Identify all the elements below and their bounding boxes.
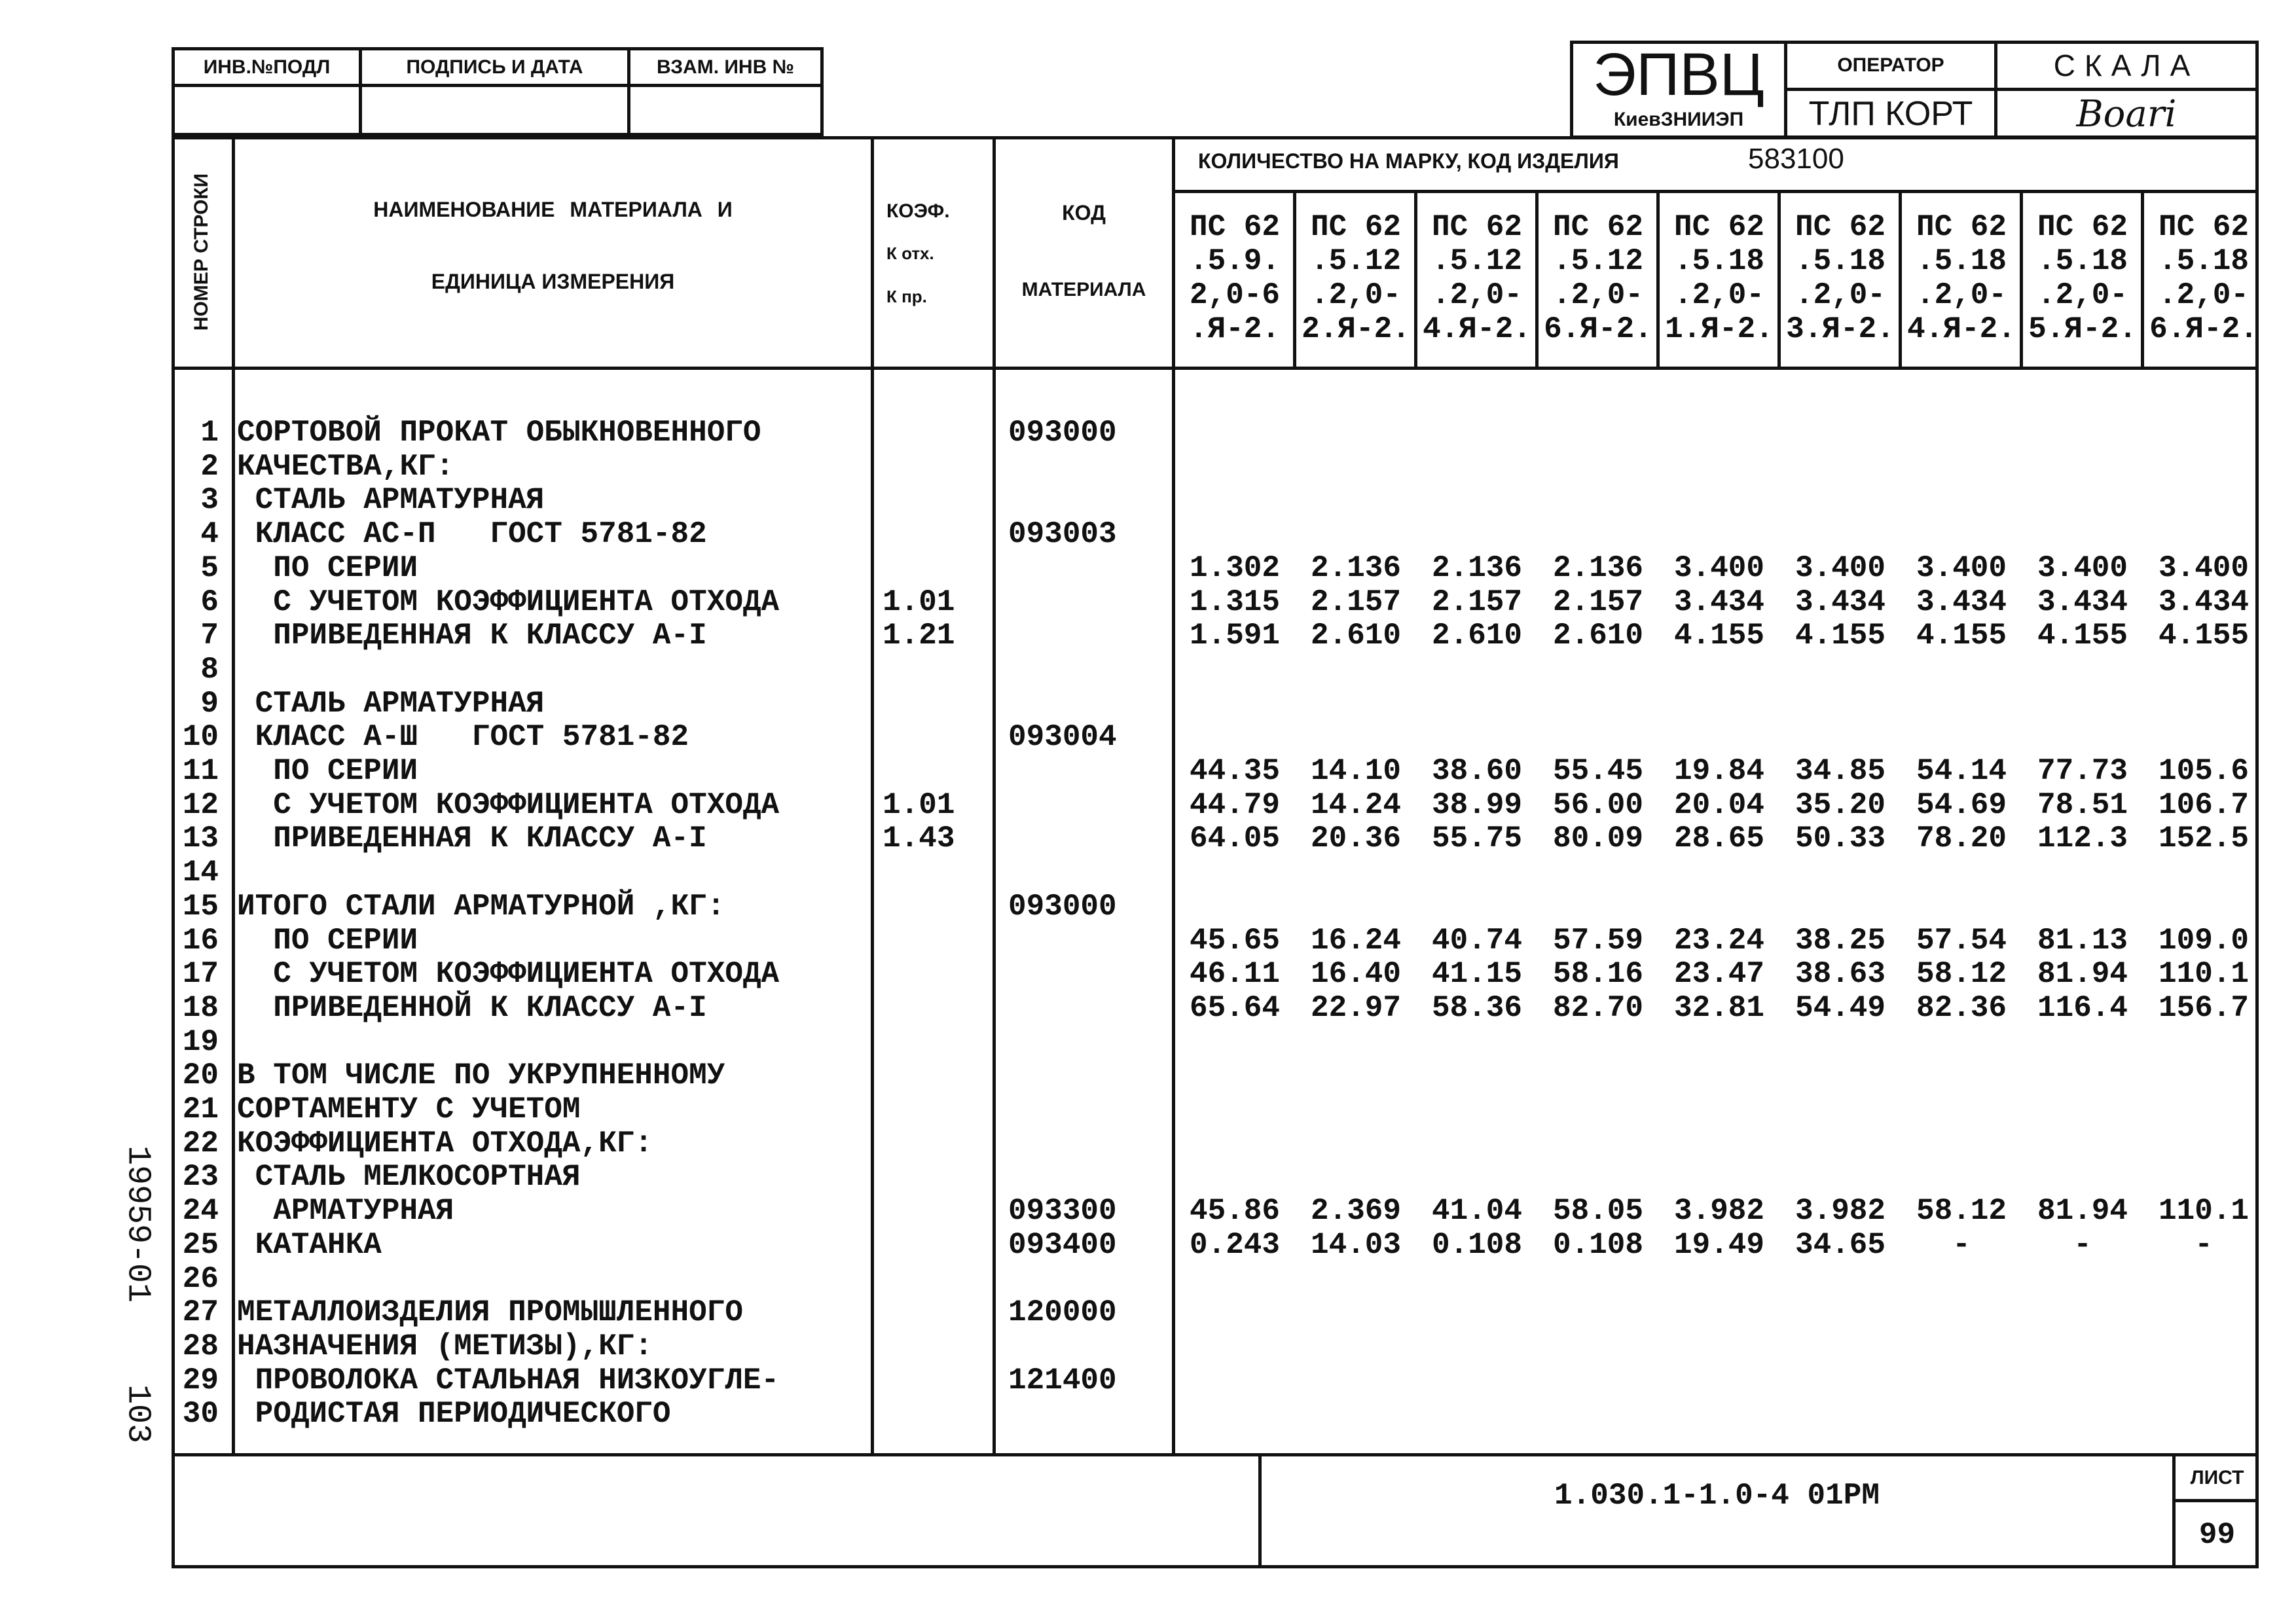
quantity-value: 2.157	[1552, 585, 1644, 619]
row-number: 3	[200, 483, 219, 517]
quantity-value: 14.03	[1310, 1228, 1402, 1262]
material-name: СТАЛЬ АРМАТУРНАЯ	[237, 687, 545, 721]
sheet-number: 99	[2198, 1518, 2236, 1552]
quantity-value: 3.400	[2158, 551, 2250, 585]
quantity-value: -	[1952, 1228, 1971, 1262]
quantity-value: 1.591	[1189, 619, 1281, 653]
mark-header-line: .2,0-	[1310, 278, 1402, 312]
mark-header-line: .5.12	[1310, 244, 1402, 278]
row-number: 19	[182, 1025, 219, 1059]
quantity-value: 55.75	[1431, 821, 1523, 856]
mark-header-line: .5.18	[2037, 244, 2128, 278]
operator-value: ТЛП КОРТ	[1808, 95, 1973, 133]
mark-header-line: .Я-2.	[1189, 312, 1281, 346]
quantity-value: 4.155	[2158, 619, 2250, 653]
material-code: 093004	[1008, 720, 1117, 754]
mark-header-line: .5.18	[2158, 244, 2250, 278]
row-number: 27	[182, 1295, 219, 1329]
quantity-value: 3.400	[2037, 551, 2128, 585]
quantity-value: 1.302	[1189, 551, 1281, 585]
quantity-value: 65.64	[1189, 991, 1281, 1025]
material-name: НАЗНАЧЕНИЯ (МЕТИЗЫ),КГ:	[237, 1329, 653, 1363]
quantity-value: 44.35	[1189, 754, 1281, 788]
material-name: В ТОМ ЧИСЛЕ ПО УКРУПНЕННОМУ	[237, 1058, 725, 1092]
quantity-value: 2.157	[1431, 585, 1523, 619]
row-number: 21	[182, 1092, 219, 1127]
quantity-value: 45.65	[1189, 924, 1281, 958]
operator-label: ОПЕРАТОР	[1837, 54, 1944, 76]
quantity-value: 23.47	[1673, 957, 1765, 991]
quantity-value: 2.369	[1310, 1194, 1402, 1228]
quantity-value: 19.49	[1673, 1228, 1765, 1262]
quantity-value: 3.982	[1795, 1194, 1886, 1228]
material-name: ПРОВОЛОКА СТАЛЬНАЯ НИЗКОУГЛЕ-	[237, 1363, 780, 1398]
mark-header-line: .2,0-	[1673, 278, 1765, 312]
material-name: ПО СЕРИИ	[237, 551, 418, 585]
document-code: 1.030.1-1.0-4 01РМ	[1554, 1479, 1880, 1513]
quantity-value: -	[2195, 1228, 2213, 1262]
quantity-value: 38.63	[1795, 957, 1886, 991]
quantity-value: 45.86	[1189, 1194, 1281, 1228]
quantity-value: 106.7	[2158, 788, 2250, 822]
quantity-value: 109.0	[2158, 924, 2250, 958]
material-name: ИТОГО СТАЛИ АРМАТУРНОЙ ,КГ:	[237, 890, 725, 924]
material-name: С УЧЕТОМ КОЭФФИЦИЕНТА ОТХОДА	[237, 788, 780, 822]
quantity-value: 3.400	[1916, 551, 2007, 585]
mark-header-line: ПС 62	[1916, 210, 2007, 244]
quantity-value: 81.94	[2037, 1194, 2128, 1228]
mark-header-line: 5.Я-2.	[2028, 312, 2137, 346]
material-name: СОРТОВОЙ ПРОКАТ ОБЫКНОВЕННОГО	[237, 416, 761, 450]
quantity-value: 2.136	[1552, 551, 1644, 585]
mark-header-line: .2,0-	[2158, 278, 2250, 312]
quantity-value: 110.1	[2158, 957, 2250, 991]
quantity-value: 38.99	[1431, 788, 1523, 822]
quantity-value: 46.11	[1189, 957, 1281, 991]
row-number: 13	[182, 821, 219, 856]
quantity-value: 16.24	[1310, 924, 1402, 958]
quantity-value: 64.05	[1189, 821, 1281, 856]
material-code: 093400	[1008, 1228, 1117, 1262]
material-name: СТАЛЬ АРМАТУРНАЯ	[237, 483, 545, 517]
material-code: 093300	[1008, 1194, 1117, 1228]
mark-header-line: 6.Я-2.	[1544, 312, 1652, 346]
row-number: 28	[182, 1329, 219, 1363]
quantity-value: 2.157	[1310, 585, 1402, 619]
quantity-value: 54.49	[1795, 991, 1886, 1025]
quantity-value: 14.10	[1310, 754, 1402, 788]
col-divider	[232, 136, 235, 1456]
row-number-header: НОМЕР СТРОКИ	[191, 173, 212, 331]
mark-header-line: .5.18	[1795, 244, 1886, 278]
quantity-value: 55.45	[1552, 754, 1644, 788]
quantity-value: 20.36	[1310, 821, 1402, 856]
row-number: 29	[182, 1363, 219, 1398]
material-name: СОРТАМЕНТУ С УЧЕТОМ	[237, 1092, 581, 1127]
quantity-value: 0.108	[1431, 1228, 1523, 1262]
quantity-value: 156.7	[2158, 991, 2250, 1025]
material-name: КЛАСС АС-П ГОСТ 5781-82	[237, 517, 707, 551]
row-number: 25	[182, 1228, 219, 1262]
quantity-value: 4.155	[2037, 619, 2128, 653]
material-code: 121400	[1008, 1363, 1117, 1398]
quantity-value: 32.81	[1673, 991, 1765, 1025]
material-code: 120000	[1008, 1295, 1117, 1329]
quantity-value: 20.04	[1673, 788, 1765, 822]
quantity-value: 3.434	[2158, 585, 2250, 619]
mark-header-line: ПС 62	[1795, 210, 1886, 244]
product-code: 583100	[1748, 143, 1844, 175]
mark-header-line: ПС 62	[1552, 210, 1644, 244]
row-number: 5	[200, 551, 219, 585]
org-name: ЭПВЦ	[1593, 41, 1764, 108]
col-divider	[871, 136, 874, 1456]
quantity-value: 2.136	[1431, 551, 1523, 585]
quantity-value: 14.24	[1310, 788, 1402, 822]
stamp-inv-podl-label: ИНВ.№ПОДЛ	[203, 56, 331, 78]
material-name: МЕТАЛЛОИЗДЕЛИЯ ПРОМЫШЛЕННОГО	[237, 1295, 743, 1329]
quantity-value: 4.155	[1916, 619, 2007, 653]
row-number: 16	[182, 924, 219, 958]
mark-header-line: .2,0-	[1795, 278, 1886, 312]
row-number: 14	[182, 856, 219, 890]
row-number: 6	[200, 585, 219, 619]
coefficient: 1.21	[883, 619, 955, 653]
quantity-value: 41.04	[1431, 1194, 1523, 1228]
quantity-value: 58.16	[1552, 957, 1644, 991]
material-name: ПО СЕРИИ	[237, 754, 418, 788]
quantity-value: 34.65	[1795, 1228, 1886, 1262]
quantity-value: 34.85	[1795, 754, 1886, 788]
quantity-value: 82.36	[1916, 991, 2007, 1025]
signature: Boari	[2076, 92, 2177, 135]
row-number: 12	[182, 788, 219, 822]
row-number: 10	[182, 720, 219, 754]
row-number: 20	[182, 1058, 219, 1092]
row-number: 8	[200, 653, 219, 687]
quantity-value: 58.12	[1916, 957, 2007, 991]
quantity-value: 58.12	[1916, 1194, 2007, 1228]
quantity-value: 3.434	[2037, 585, 2128, 619]
mark-header-line: .2,0-	[1431, 278, 1523, 312]
row-number: 2	[200, 450, 219, 484]
name-header-line1: НАИМЕНОВАНИЕ МАТЕРИАЛА И	[373, 197, 733, 221]
name-header-line2: ЕДИНИЦА ИЗМЕРЕНИЯ	[431, 269, 675, 293]
mark-header-line: ПС 62	[1431, 210, 1523, 244]
quantity-value: 81.13	[2037, 924, 2128, 958]
header-divider	[172, 367, 2259, 370]
archive-number: 19959-01	[118, 1145, 156, 1303]
coef-header-line2: К отх.	[886, 244, 934, 263]
quantity-value: 57.59	[1552, 924, 1644, 958]
mark-header-line: .5.12	[1552, 244, 1644, 278]
quantity-value: 78.51	[2037, 788, 2128, 822]
stamp-sign-date-label: ПОДПИСЬ И ДАТА	[406, 56, 583, 78]
quantity-value: 58.05	[1552, 1194, 1644, 1228]
material-code: 093003	[1008, 517, 1117, 551]
mark-header-line: ПС 62	[2158, 210, 2250, 244]
material-name: СТАЛЬ МЕЛКОСОРТНАЯ	[237, 1160, 581, 1194]
quantity-value: 110.1	[2158, 1194, 2250, 1228]
quantity-value: 2.610	[1431, 619, 1523, 653]
mark-header-line: .5.12	[1431, 244, 1523, 278]
coefficient: 1.43	[883, 821, 955, 856]
row-number: 11	[182, 754, 219, 788]
system-name: СКАЛА	[2053, 48, 2200, 82]
quantity-value: 82.70	[1552, 991, 1644, 1025]
quantity-value: 77.73	[2037, 754, 2128, 788]
mark-header-line: .5.18	[1916, 244, 2007, 278]
quantity-value: 78.20	[1916, 821, 2007, 856]
row-number: 30	[182, 1397, 219, 1431]
material-name: КОЭФФИЦИЕНТА ОТХОДА,КГ:	[237, 1127, 653, 1161]
sheet-label: ЛИСТ	[2190, 1466, 2244, 1489]
quantity-value: 152.5	[2158, 821, 2250, 856]
material-code: 093000	[1008, 890, 1117, 924]
quantity-value: 116.4	[2037, 991, 2128, 1025]
material-name: РОДИСТАЯ ПЕРИОДИЧЕСКОГО	[237, 1397, 671, 1431]
quantity-value: 4.155	[1673, 619, 1765, 653]
org-subname: КиевЗНИИЭП	[1613, 109, 1744, 130]
col-divider	[993, 136, 996, 1456]
quantity-value: 44.79	[1189, 788, 1281, 822]
quantity-value: 19.84	[1673, 754, 1765, 788]
quantity-value: 57.54	[1916, 924, 2007, 958]
quantity-value: 38.25	[1795, 924, 1886, 958]
material-name: КАТАНКА	[237, 1228, 382, 1262]
material-name: ПРИВЕДЕННАЯ К КЛАССУ А-I	[237, 821, 707, 856]
quantity-value: 0.108	[1552, 1228, 1644, 1262]
quantity-value: 38.60	[1431, 754, 1523, 788]
quantity-value: 81.94	[2037, 957, 2128, 991]
row-number: 24	[182, 1194, 219, 1228]
mark-header-line: 4.Я-2.	[1907, 312, 2016, 346]
quantity-value: 3.434	[1916, 585, 2007, 619]
row-number: 9	[200, 687, 219, 721]
mark-header-line: ПС 62	[1310, 210, 1402, 244]
quantity-value: 2.610	[1552, 619, 1644, 653]
mark-header-line: ПС 62	[1673, 210, 1765, 244]
mark-header-line: 1.Я-2.	[1665, 312, 1774, 346]
mark-header-line: .2,0-	[2037, 278, 2128, 312]
mark-header-line: .2,0-	[1916, 278, 2007, 312]
quantity-value: 22.97	[1310, 991, 1402, 1025]
code-header-line1: КОД	[1062, 200, 1106, 225]
coef-header-line3: К пр.	[886, 287, 927, 306]
row-number: 18	[182, 991, 219, 1025]
quantity-value: 16.40	[1310, 957, 1402, 991]
row-number: 17	[182, 957, 219, 991]
page-number: 103	[118, 1384, 156, 1444]
row-number: 1	[200, 416, 219, 450]
quantity-value: 28.65	[1673, 821, 1765, 856]
row-number: 4	[200, 517, 219, 551]
quantity-value: 41.15	[1431, 957, 1523, 991]
quantity-value: 4.155	[1795, 619, 1886, 653]
row-number: 26	[182, 1262, 219, 1296]
mark-header-line: ПС 62	[2037, 210, 2128, 244]
quantity-value: 58.36	[1431, 991, 1523, 1025]
quantity-value: 1.315	[1189, 585, 1281, 619]
material-name: С УЧЕТОМ КОЭФФИЦИЕНТА ОТХОДА	[237, 585, 780, 619]
mark-header-line: 6.Я-2.	[2149, 312, 2258, 346]
quantity-value: 54.14	[1916, 754, 2007, 788]
material-name: КАЧЕСТВА,КГ:	[237, 450, 454, 484]
quantity-value: 2.136	[1310, 551, 1402, 585]
material-code: 093000	[1008, 416, 1117, 450]
coefficient: 1.01	[883, 788, 955, 822]
quantity-value: 3.400	[1795, 551, 1886, 585]
quantity-value: 54.69	[1916, 788, 2007, 822]
code-header-line2: МАТЕРИАЛА	[1021, 279, 1146, 300]
material-name: С УЧЕТОМ КОЭФФИЦИЕНТА ОТХОДА	[237, 957, 780, 991]
quantity-value: 3.982	[1673, 1194, 1765, 1228]
quantity-value: 3.434	[1673, 585, 1765, 619]
mark-header-line: 3.Я-2.	[1786, 312, 1895, 346]
quantity-value: 3.400	[1673, 551, 1765, 585]
stamp-vzam-label: ВЗАМ. ИНВ №	[656, 56, 795, 78]
coefficient: 1.01	[883, 585, 955, 619]
qty-divider	[1172, 190, 2259, 193]
quantity-value: 2.610	[1310, 619, 1402, 653]
quantity-value: 50.33	[1795, 821, 1886, 856]
stamp-divider	[172, 84, 824, 87]
material-name: ПРИВЕДЕННОЙ К КЛАССУ А-I	[237, 991, 707, 1025]
mark-header-line: 4.Я-2.	[1423, 312, 1531, 346]
mark-header-line: ПС 62	[1189, 210, 1281, 244]
material-name: ПО СЕРИИ	[237, 924, 418, 958]
mark-header-line: 2,0-6	[1189, 278, 1281, 312]
qty-header-label: КОЛИЧЕСТВО НА МАРКУ, КОД ИЗДЕЛИЯ	[1198, 149, 1619, 173]
mark-header-line: .2,0-	[1552, 278, 1644, 312]
quantity-value: 105.6	[2158, 754, 2250, 788]
mark-header-line: .5.9.	[1189, 244, 1281, 278]
row-number: 7	[200, 619, 219, 653]
quantity-value: 40.74	[1431, 924, 1523, 958]
material-name: ПРИВЕДЕННАЯ К КЛАССУ А-I	[237, 619, 707, 653]
row-number: 23	[182, 1160, 219, 1194]
material-name: КЛАСС А-Ш ГОСТ 5781-82	[237, 720, 689, 754]
quantity-value: 3.434	[1795, 585, 1886, 619]
quantity-value: -	[2073, 1228, 2092, 1262]
quantity-value: 112.3	[2037, 821, 2128, 856]
quantity-value: 0.243	[1189, 1228, 1281, 1262]
quantity-value: 35.20	[1795, 788, 1886, 822]
material-name: АРМАТУРНАЯ	[237, 1194, 454, 1228]
row-number: 15	[182, 890, 219, 924]
mark-header-line: .5.18	[1673, 244, 1765, 278]
quantity-value: 23.24	[1673, 924, 1765, 958]
coef-header-line1: КОЭФ.	[886, 200, 950, 222]
row-number: 22	[182, 1127, 219, 1161]
quantity-value: 56.00	[1552, 788, 1644, 822]
quantity-value: 80.09	[1552, 821, 1644, 856]
mark-header-line: 2.Я-2.	[1302, 312, 1410, 346]
